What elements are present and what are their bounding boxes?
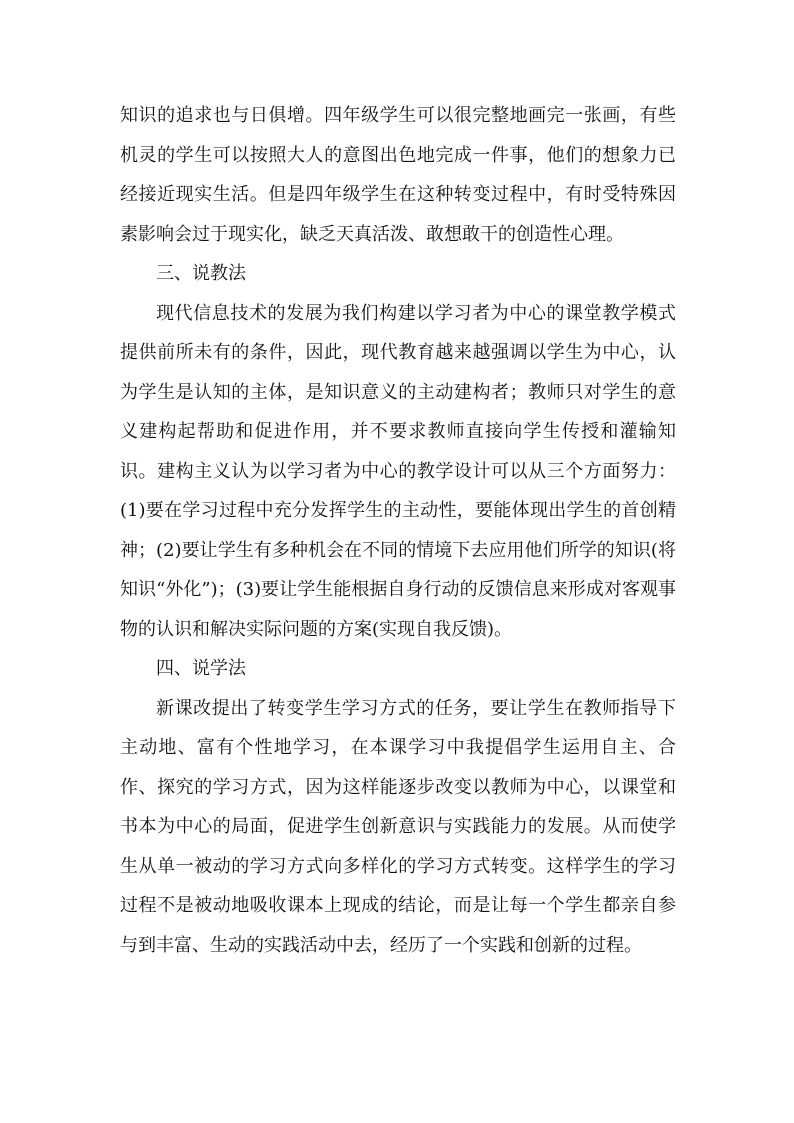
paragraph-student-characteristics: 知识的追求也与日俱增。四年级学生可以很完整地画完一张画，有些机灵的学生可以按照大人的意图出色地完成一件事，他们的想象力已经接近现实生活。但是四年级学生在这种转变过程中，有时受特殊因素影响会过于现实化，缺乏天真活泼、敢想敢干的创造性心理。 [120,105,676,245]
document-page [120,96,676,965]
heading-teaching-method: 三、说教法 [156,263,246,284]
heading-learning-method: 四、说学法 [156,658,246,679]
paragraph-teaching-method: 现代信息技术的发展为我们构建以学习者为中心的课堂教学模式提供前所未有的条件，因此，现代教育越来越强调以学生为中心，认为学生是认知的主体，是知识意义的主动建构者；教师只对学生的意义建构起帮助和促进作用，并不要求教师直接向学生传授和灌输知识。建构主义认为以学习者为中心的教学设计可以从三个方面努力：(1)要在学习过程中充分发挥学生的主动性，要能体现出学生的首创精神；(2)要让学生有多种机会在不同的情境下去应用他们所学的知识(将知识“外化”)；(3)要让学生能根据自身行动的反馈信息来形成对客观事物的认识和解决实际问题的方案(实现自我反馈)。 [120,302,676,640]
paragraph-learning-method: 新课改提出了转变学生学习方式的任务，要让学生在教师指导下主动地、富有个性地学习，在本课学习中我提倡学生运用自主、合作、探究的学习方式，因为这样能逐步改变以教师为中心，以课堂和书本为中心的局面，促进学生创新意识与实践能力的发展。从而使学生从单一被动的学习方式向多样化的学习方式转变。这样学生的学习过程不是被动地吸收课本上现成的结论，而是让每一个学生都亲自参与到丰富、生动的实践活动中去，经历了一个实践和创新的过程。 [120,697,676,956]
